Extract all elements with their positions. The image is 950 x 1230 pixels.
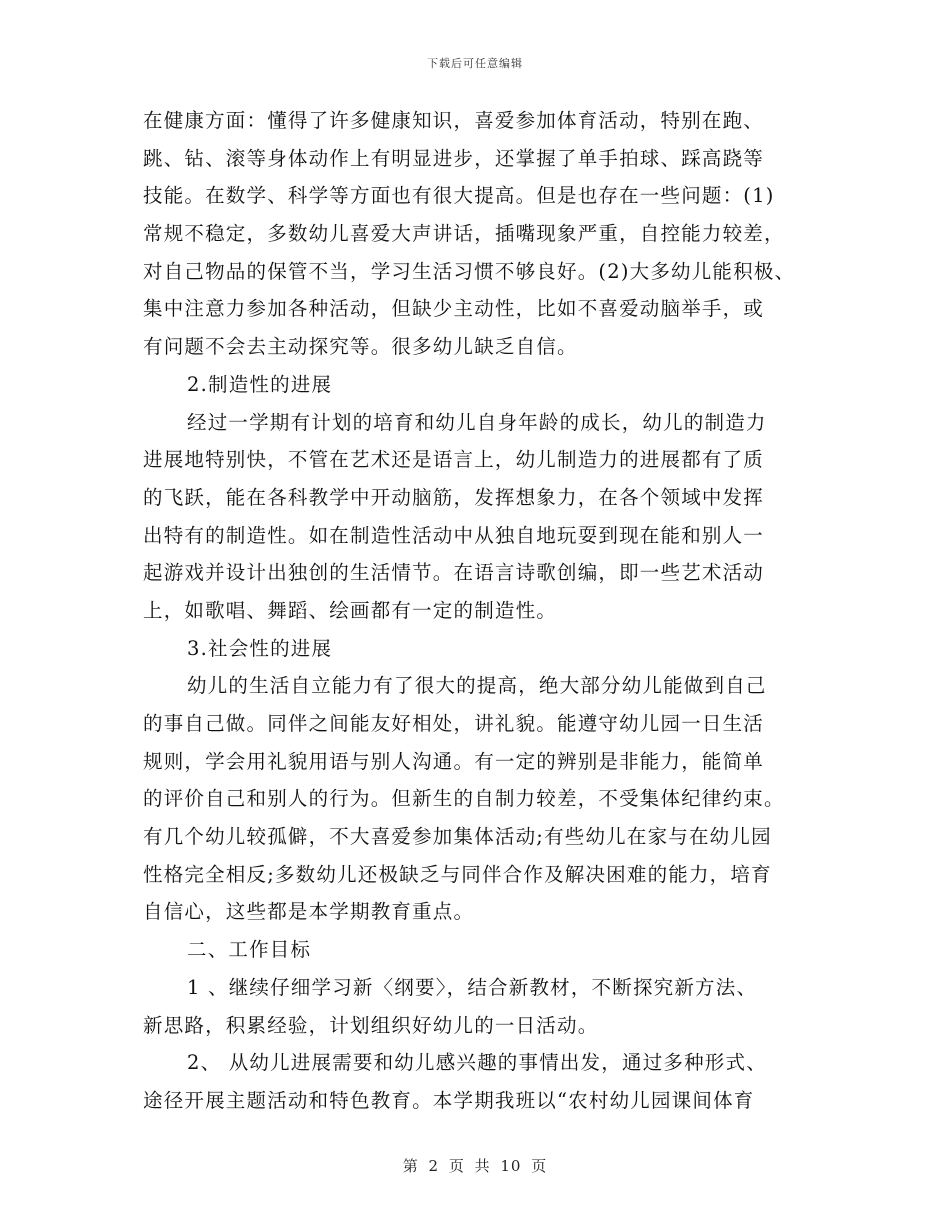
text-line: 的飞跃，能在各科教学中开动脑筋，发挥想象力，在各个领域中发挥 bbox=[143, 485, 765, 509]
section-heading: 2.制造性的进展 bbox=[187, 372, 333, 396]
text-line: 的事自己做。同伴之间能友好相处，讲礼貌。能遵守幼儿园一日生活 bbox=[143, 712, 765, 735]
text-line: 自信心，这些都是本学期教育重点。 bbox=[143, 900, 475, 924]
text-line: 对自己物品的保管不当，学习生活习惯不够良好。(2)大多幼儿能积极、 bbox=[143, 259, 796, 283]
text-line: 上，如歌唱、舞蹈、绘画都有一定的制造性。 bbox=[143, 598, 558, 622]
text-line: 幼儿的生活自立能力有了很大的提高，绝大部分幼儿能做到自己 bbox=[187, 674, 767, 698]
text-line: 集中注意力参加各种活动，但缺少主动性，比如不喜爱动脑举手，或 bbox=[143, 297, 765, 321]
page-header: 下载后可任意编辑 bbox=[427, 57, 523, 70]
text-line: 进展地特别快，不管在艺术还是语言上，幼儿制造力的进展都有了质 bbox=[143, 448, 765, 472]
text-line: 常规不稳定，多数幼儿喜爱大声讲话，插嘴现象严重，自控能力较差， bbox=[143, 222, 785, 246]
text-line: 规则，学会用礼貌用语与别人沟通。有一定的辨别是非能力，能简单 bbox=[143, 749, 765, 773]
document-body bbox=[143, 102, 823, 1120]
text-line: 跳、钻、滚等身体动作上有明显进步，还掌握了单手拍球、踩高跷等 bbox=[143, 146, 765, 170]
text-line: 的评价自己和别人的行为。但新生的自制力较差，不受集体纪律约束。 bbox=[143, 787, 785, 811]
text-line: 在健康方面：懂得了许多健康知识，喜爱参加体育活动，特别在跑、 bbox=[143, 109, 765, 132]
text-line: 性格完全相反;多数幼儿还极缺乏与同伴合作及解决困难的能力，培育 bbox=[143, 862, 772, 886]
text-line: 经过一学期有计划的培育和幼儿自身年龄的成长，幼儿的制造力 bbox=[187, 410, 767, 434]
text-line: 起游戏并设计出独创的生活情节。在语言诗歌创编，即一些艺术活动 bbox=[143, 561, 765, 585]
text-line: 有问题不会去主动探究等。很多幼儿缺乏自信。 bbox=[143, 335, 578, 359]
page-number-footer: 第 2 页 共 10 页 bbox=[402, 1157, 548, 1175]
text-line: 1 、继续仔细学习新〈纲要〉，结合新教材，不断探究新方法、 bbox=[187, 975, 758, 999]
text-line: 途径开展主题活动和特色教育。本学期我班以“农村幼儿园课间体育 bbox=[143, 1088, 755, 1112]
text-line: 有几个幼儿较孤僻，不大喜爱参加集体活动;有些幼儿在家与在幼儿园 bbox=[143, 825, 772, 849]
text-line: 出特有的制造性。如在制造性活动中从独自地玩耍到现在能和别人一 bbox=[143, 523, 765, 547]
text-line: 2、 从幼儿进展需要和幼儿感兴趣的事情出发，通过多种形式、 bbox=[187, 1051, 767, 1075]
section-heading: 3.社会性的进展 bbox=[187, 636, 333, 660]
text-line: 技能。在数学、科学等方面也有很大提高。但是也存在一些问题：(1) bbox=[143, 184, 775, 208]
section-heading: 二、工作目标 bbox=[187, 938, 312, 962]
text-line: 新思路，积累经验，计划组织好幼儿的一日活动。 bbox=[143, 1013, 599, 1037]
